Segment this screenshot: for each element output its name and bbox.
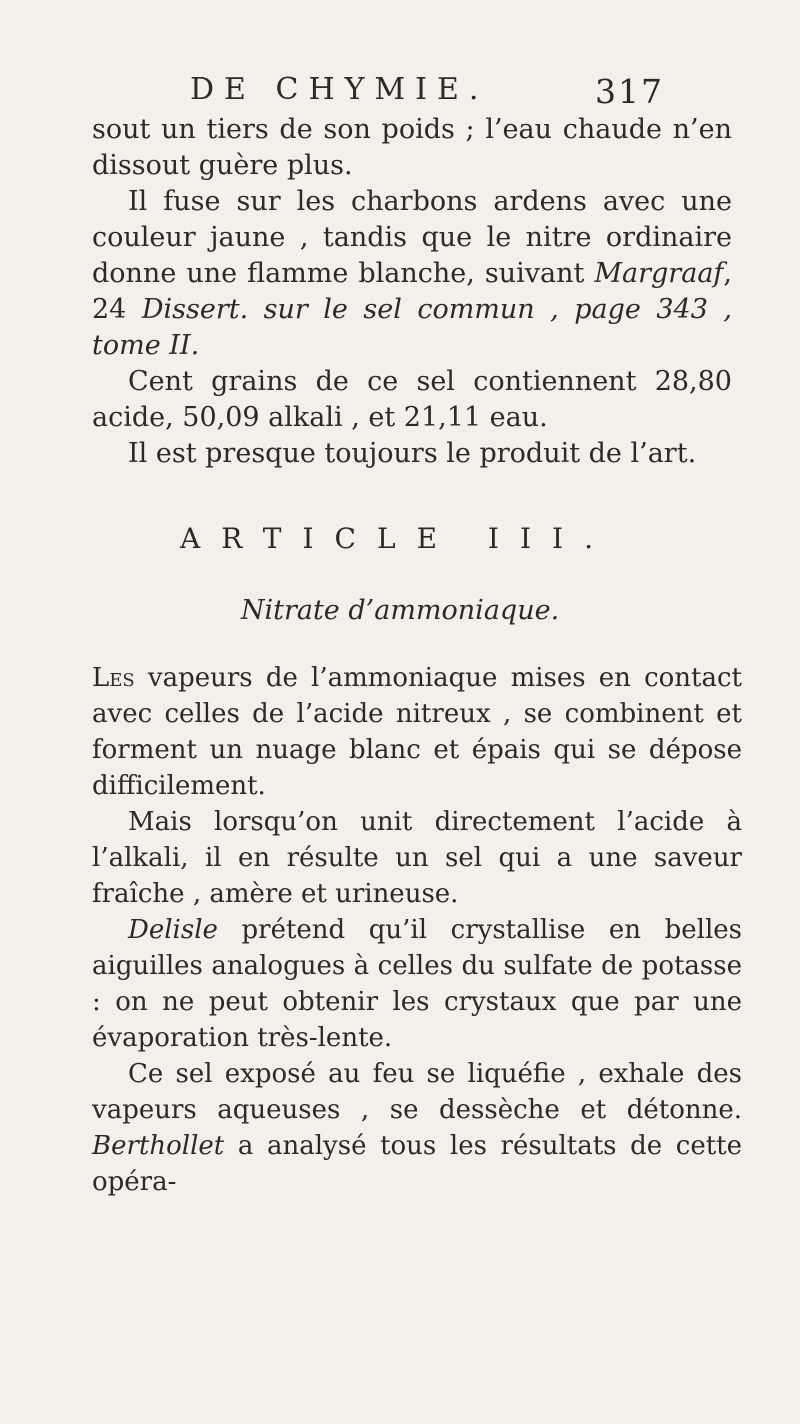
paragraph-4-text: Il est presque toujours le produit de l’art. bbox=[128, 438, 697, 469]
paragraph-8 bbox=[92, 1056, 742, 1200]
article-subtitle: Nitrate d’ammoniaque. bbox=[240, 595, 560, 626]
paragraph-1-text: sout un tiers de son poids ; l’eau chaude n’en dissout guère plus. bbox=[92, 114, 732, 181]
paragraph-7-text: prétend qu’il crystallise en belles aiguilles analogues à celles du sulfate de potasse : on ne peut obtenir les crystaux que par une évaporation très-lente. bbox=[92, 915, 742, 1053]
body-text-bottom bbox=[92, 660, 742, 1200]
author-berthollet: Berthollet bbox=[92, 1131, 225, 1161]
citation-reference: Dissert. sur le sel commun , page 343 , tome II. bbox=[92, 294, 732, 361]
body-text-top bbox=[92, 112, 732, 472]
author-margraaf: Margraaf bbox=[594, 258, 724, 289]
paragraph-5 bbox=[92, 660, 742, 804]
paragraph-6-text: Mais lorsqu’on unit directement l’acide à l’alkali, il en résulte un sel qui a une saveur fraîche , amère et urineuse. bbox=[92, 807, 742, 909]
article-heading: ARTICLE III. bbox=[180, 522, 614, 555]
paragraph-1 bbox=[92, 112, 732, 184]
running-title: DE CHYMIE. bbox=[190, 72, 489, 107]
paragraph-5-text: vapeurs de l’ammoniaque mises en contact avec celles de l’acide nitreux , se combinent et forment un nuage blanc et épais qui se dépose difficilement. bbox=[92, 663, 742, 801]
paragraph-2-number: , 24 bbox=[92, 258, 732, 325]
paragraph-8-text: Ce sel exposé au feu se liquéfie , exhale des vapeurs aqueuses , se dessèche et détonne. bbox=[92, 1059, 742, 1125]
paragraph-6 bbox=[92, 804, 742, 912]
paragraph-7 bbox=[92, 912, 742, 1056]
paragraph-3 bbox=[92, 364, 732, 436]
paragraph-2 bbox=[92, 184, 732, 364]
author-delisle: Delisle bbox=[128, 915, 218, 945]
paragraph-3-text: Cent grains de ce sel contiennent 28,80 acide, 50,09 alkali , et 21,11 eau. bbox=[92, 366, 732, 433]
paragraph-8-text-end: a analysé tous les résultats de cette opéra- bbox=[92, 1131, 742, 1197]
page-number: 317 bbox=[595, 72, 664, 111]
paragraph-4 bbox=[92, 436, 732, 472]
paragraph-2-text: Il fuse sur les charbons ardens avec une couleur jaune , tandis que le nitre ordinaire donne une flamme blanche, suivant bbox=[92, 186, 732, 289]
paragraph-5-lead: Les bbox=[92, 663, 135, 693]
